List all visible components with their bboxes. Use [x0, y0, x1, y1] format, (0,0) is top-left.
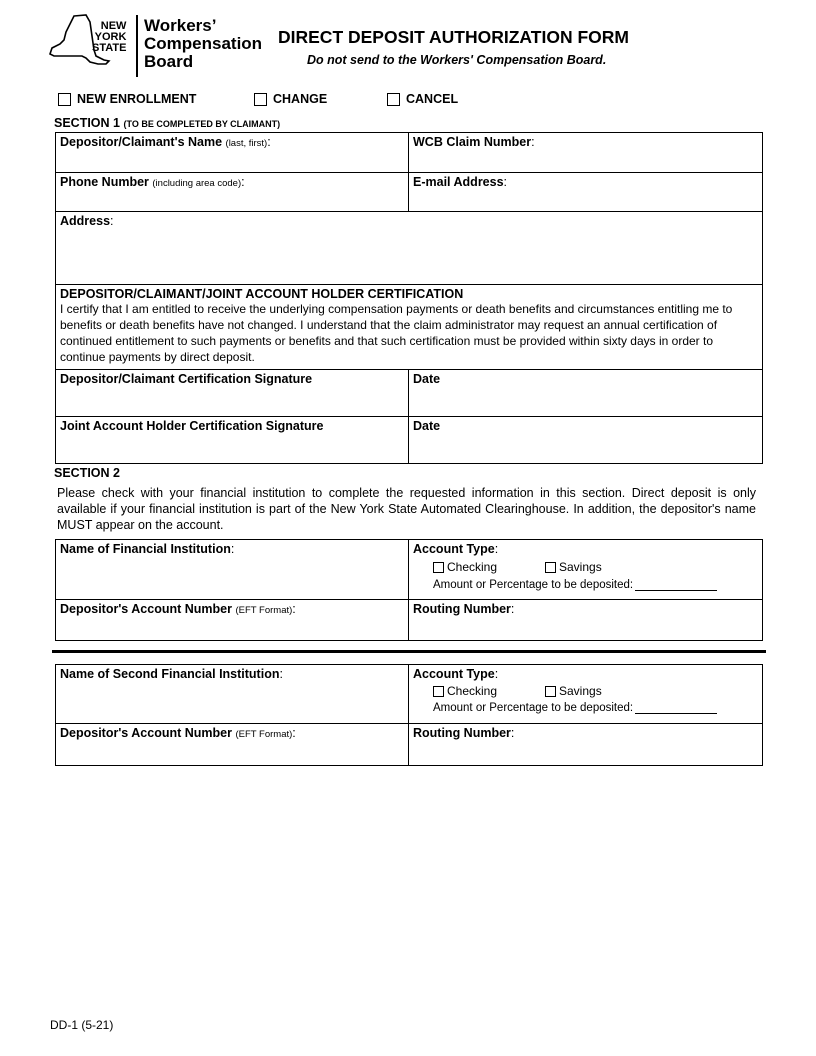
- checking-label-1: Checking: [447, 560, 498, 574]
- change-label: CHANGE: [273, 92, 328, 106]
- amount-field-1[interactable]: [433, 579, 717, 591]
- email-field[interactable]: E-mail Address:: [408, 172, 763, 212]
- new-enrollment-option[interactable]: [58, 92, 196, 106]
- second-financial-institution-field[interactable]: Name of Second Financial Institution:: [55, 664, 409, 724]
- change-option[interactable]: [254, 92, 327, 106]
- section1-heading: SECTION 1 (TO BE COMPLETED BY CLAIMANT): [54, 116, 281, 130]
- savings-label-1: Savings: [559, 560, 602, 574]
- new-enrollment-label: NEW ENROLLMENT: [77, 92, 197, 106]
- phone-number-field[interactable]: Phone Number (including area code):: [55, 172, 409, 212]
- cancel-checkbox[interactable]: [387, 93, 400, 106]
- claimant-signature-date-field[interactable]: Date: [408, 369, 763, 417]
- savings-option-2[interactable]: [545, 684, 602, 698]
- claim-number-field[interactable]: WCB Claim Number:: [408, 132, 763, 173]
- claimant-signature-field[interactable]: Depositor/Claimant Certification Signature: [55, 369, 409, 417]
- account-number-field-1[interactable]: Depositor's Account Number (EFT Format):: [55, 599, 409, 641]
- certification-text: I certify that I am entitled to receive the underlying compensation payments or death benefits and circumstances entitling me to benefits or death benefits have not changed. I understand that the claim administrator may request an annual certification of continued entitlement to such payments or benefits and that such certification must be provided within sixty days in order to continue payments by direct deposit.: [60, 302, 733, 364]
- cancel-label: CANCEL: [406, 92, 459, 106]
- certification-block: [55, 284, 763, 370]
- amount-label-1: Amount or Percentage to be deposited:: [433, 579, 634, 591]
- change-checkbox[interactable]: [254, 93, 267, 106]
- joint-holder-signature-field[interactable]: Joint Account Holder Certification Signature: [55, 416, 409, 464]
- savings-checkbox-2[interactable]: [545, 686, 556, 697]
- routing-number-field-1[interactable]: Routing Number:: [408, 599, 763, 641]
- ny-state-wordmark: NEW YORK STATE: [92, 20, 127, 54]
- claimant-name-field[interactable]: Depositor/Claimant's Name (last, first):: [55, 132, 409, 173]
- form-id: DD-1 (5-21): [50, 1018, 114, 1032]
- savings-label-2: Savings: [559, 684, 602, 698]
- account-type-field-1: Account Type: Checking Savings Amount or Percentage to be deposited:: [408, 539, 763, 600]
- form-subtitle: Do not send to the Workers' Compensation Board.: [307, 53, 607, 67]
- certification-heading: DEPOSITOR/CLAIMANT/JOINT ACCOUNT HOLDER CERTIFICATION: [60, 287, 464, 301]
- logo-divider: [136, 15, 138, 77]
- checking-option-2[interactable]: [433, 684, 497, 698]
- checking-label-2: Checking: [447, 684, 498, 698]
- financial-institution-field[interactable]: Name of Financial Institution:: [55, 539, 409, 600]
- savings-checkbox-1[interactable]: [545, 562, 556, 573]
- joint-holder-date-field[interactable]: Date: [408, 416, 763, 464]
- savings-option-1[interactable]: [545, 560, 602, 574]
- section2-instructions: Please check with your financial institution to complete the requested information in this section. Direct deposit is only available if your financial institution is part of the New York State Automated Clearinghouse. In addition, the depositor's name MUST appear on the account.: [57, 486, 756, 532]
- checking-checkbox-1[interactable]: [433, 562, 444, 573]
- checking-option-1[interactable]: [433, 560, 497, 574]
- new-enrollment-checkbox[interactable]: [58, 93, 71, 106]
- account-number-field-2[interactable]: Depositor's Account Number (EFT Format):: [55, 723, 409, 766]
- account-type-field-2: Account Type: Checking Savings Amount or Percentage to be deposited:: [408, 664, 763, 724]
- section-divider: [52, 650, 766, 653]
- section2-heading: SECTION 2: [54, 466, 120, 480]
- cancel-option[interactable]: [387, 92, 458, 106]
- routing-number-field-2[interactable]: Routing Number:: [408, 723, 763, 766]
- wcb-wordmark: Workers’ Compensation Board: [144, 16, 263, 71]
- amount-label-2: Amount or Percentage to be deposited:: [433, 702, 634, 714]
- checking-checkbox-2[interactable]: [433, 686, 444, 697]
- amount-field-2[interactable]: [433, 702, 717, 714]
- form-title: DIRECT DEPOSIT AUTHORIZATION FORM: [278, 27, 629, 47]
- address-field[interactable]: Address:: [55, 211, 763, 285]
